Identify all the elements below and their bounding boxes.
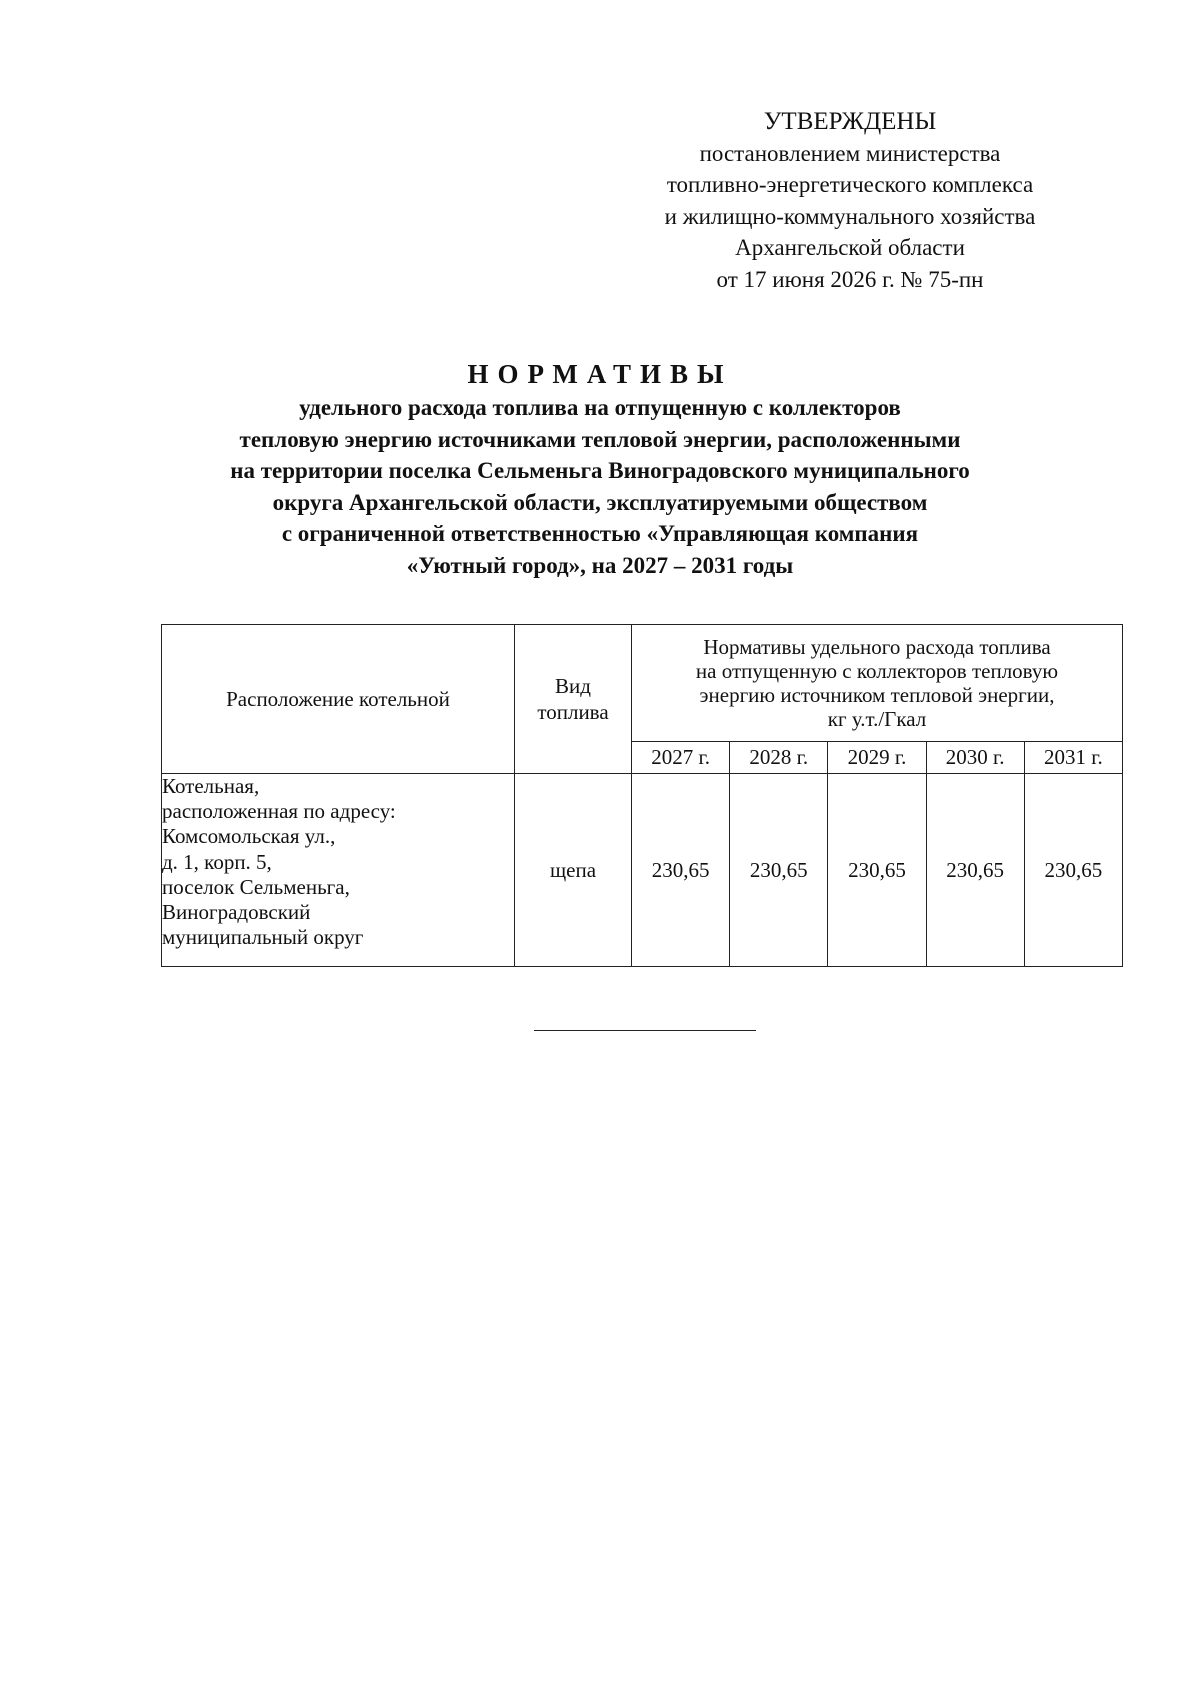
approval-line: от 17 июня 2026 г. № 75-пн: [716, 266, 984, 292]
location-line: Котельная,: [162, 774, 260, 798]
subtitle-line: «Уютный город», на 2027 – 2031 годы: [406, 552, 794, 578]
header-norms-line: на отпущенную с коллекторов тепловую: [695, 659, 1059, 683]
cell-value: 230,65: [632, 774, 730, 967]
header-year: 2030 г.: [926, 742, 1024, 774]
location-line: поселок Сельменьга,: [162, 874, 350, 899]
cell-value: 230,65: [926, 774, 1024, 967]
subtitle-line: тепловую энергию источниками тепловой энергии, расположенными: [239, 426, 961, 452]
table-header-row: [162, 625, 1123, 742]
subtitle-line: на территории поселка Сельменьга Виноградовского муниципального: [230, 458, 970, 483]
header-norms-line: Нормативы удельного расхода топлива: [703, 635, 1051, 659]
document-title-block: [140, 356, 1060, 581]
approval-line: постановлением министерства: [699, 140, 1001, 166]
header-norms-line: кг у.т./Гкал: [827, 707, 927, 731]
approval-title: УТВЕРЖДЕНЫ: [763, 108, 937, 135]
header-fuel-line: топлива: [537, 700, 609, 724]
header-fuel-line: Вид: [555, 674, 591, 698]
header-fuel: [515, 625, 632, 774]
header-location: Расположение котельной: [162, 625, 515, 774]
header-norms-line: энергию источником тепловой энергии,: [699, 683, 1055, 707]
cell-value: 230,65: [1024, 774, 1122, 967]
header-norms: [632, 625, 1123, 742]
table-row: [162, 774, 1123, 967]
location-line: расположенная по адресу:: [162, 799, 396, 824]
header-year: 2029 г.: [828, 742, 926, 774]
location-line: Виноградовский: [162, 900, 311, 925]
cell-fuel: щепа: [515, 774, 632, 967]
norms-table: [161, 624, 1123, 967]
approval-line: Архангельской области: [735, 235, 965, 260]
approval-block: [600, 106, 1100, 295]
approval-line: топливно-энергетического комплекса: [666, 172, 1034, 197]
document-heading: НОРМАТИВЫ: [467, 359, 733, 389]
subtitle-line: округа Архангельской области, эксплуатируемыми обществом: [272, 489, 928, 515]
end-divider: [534, 1030, 756, 1031]
subtitle-line: удельного расхода топлива на отпущенную с коллекторов: [299, 395, 901, 420]
cell-value: 230,65: [828, 774, 926, 967]
header-year: 2027 г.: [632, 742, 730, 774]
location-line: д. 1, корп. 5,: [162, 849, 272, 874]
location-line: муниципальный округ: [162, 925, 364, 950]
header-year: 2031 г.: [1024, 742, 1122, 774]
cell-value: 230,65: [730, 774, 828, 967]
subtitle-line: с ограниченной ответственностью «Управляющая компания: [281, 521, 919, 546]
location-line: Комсомольская ул.,: [162, 824, 336, 849]
document-subtitle: [140, 392, 1060, 581]
approval-line: и жилищно-коммунального хозяйства: [664, 203, 1036, 229]
cell-location: [162, 774, 515, 967]
header-year: 2028 г.: [730, 742, 828, 774]
